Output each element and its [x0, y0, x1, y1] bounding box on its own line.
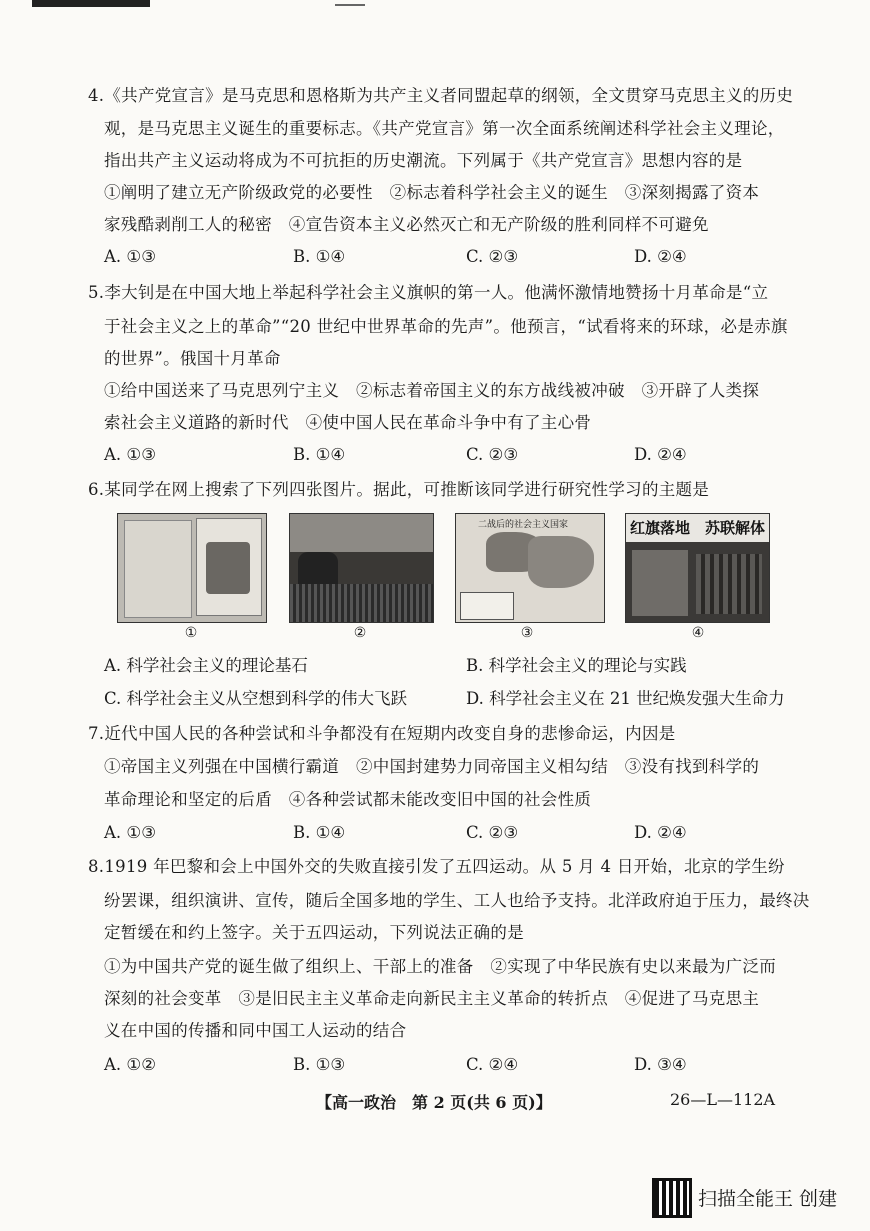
option-b: B. ①④ [293, 445, 346, 464]
photo-label-3: ③ [520, 625, 534, 641]
photo-label-4: ④ [691, 625, 705, 641]
scanner-watermark: 扫描全能王 创建 [698, 1188, 838, 1210]
photo-label-1: ① [184, 625, 198, 641]
option-b: B. 科学社会主义的理论与实践 [466, 656, 687, 675]
option-a: A. ①③ [104, 247, 156, 266]
question-text-line: ①帝国主义列强在中国横行霸道 ②中国封建势力同帝国主义相勾结 ③没有找到科学的 [104, 757, 760, 776]
option-c: C. ②④ [466, 1055, 519, 1074]
photo-caption-banner: 红旗落地 苏联解体 [626, 514, 769, 542]
question-text-line: 于社会主义之上的革命”“20 世纪中世界革命的先声”。他预言，“试看将来的环球，必是赤旗 [104, 317, 788, 336]
option-c: C. 科学社会主义从空想到科学的伟大飞跃 [104, 689, 408, 708]
option-a: A. ①③ [104, 445, 156, 464]
page-footer: 【高一政治 第 2 页(共 6 页)】 [316, 1093, 552, 1112]
question-text-line: 4.《共产党宣言》是马克思和恩格斯为共产主义者同盟起草的纲领，全文贯穿马克思主义的历史 [88, 86, 794, 105]
option-c: C. ②③ [466, 823, 519, 842]
option-b: B. ①④ [293, 247, 346, 266]
question-text-line: 索社会主义道路的新时代 ④使中国人民在革命斗争中有了主心骨 [104, 413, 592, 432]
photo-4-soviet-collapse [625, 513, 770, 623]
scan-edge-mark [335, 4, 365, 6]
photo-1-book-covers [117, 513, 267, 623]
question-text-line: 纷罢课，组织演讲、宣传，随后全国多地的学生、工人也给予支持。北洋政府迫于压力，最终决 [104, 891, 810, 910]
photo-2-crowd-rally [289, 513, 434, 623]
question-text-line: 6.某同学在网上搜索了下列四张图片。据此，可推断该同学进行研究性学习的主题是 [88, 480, 710, 499]
question-text-line: 深刻的社会变革 ③是旧民主主义革命走向新民主主义革命的转折点 ④促进了马克思主 [104, 989, 760, 1008]
map-title: 二战后的社会主义国家 [478, 520, 569, 530]
question-text-line: 指出共产主义运动将成为不可抗拒的历史潮流。下列属于《共产党宣言》思想内容的是 [104, 151, 743, 170]
option-a: A. 科学社会主义的理论基石 [104, 656, 308, 675]
option-a: A. ①② [104, 1055, 156, 1074]
question-text-line: ①给中国送来了马克思列宁主义 ②标志着帝国主义的东方战线被冲破 ③开辟了人类探 [104, 381, 760, 400]
option-d: D. ③④ [634, 1055, 687, 1074]
question-text-line: 定暂缓在和约上签字。关于五四运动，下列说法正确的是 [104, 923, 524, 942]
scan-edge-mark [32, 0, 150, 7]
question-text-line: 5.李大钊是在中国大地上举起科学社会主义旗帜的第一人。他满怀激情地赞扬十月革命是“立 [88, 283, 769, 302]
option-c: C. ②③ [466, 247, 519, 266]
question-text-line: 8.1919 年巴黎和会上中国外交的失败直接引发了五四运动。从 5 月 4 日开始，北京的学生纷 [88, 857, 785, 876]
option-b: B. ①④ [293, 823, 346, 842]
question-text-line: 家残酷剥削工人的秘密 ④宣告资本主义必然灭亡和无产阶级的胜利同样不可避免 [104, 215, 709, 234]
photo-3-world-map [455, 513, 605, 623]
qr-code-icon [652, 1178, 692, 1218]
option-d: D. ②④ [634, 247, 687, 266]
question-text-line: 的世界”。俄国十月革命 [104, 349, 281, 368]
question-text-line: ①为中国共产党的诞生做了组织上、干部上的准备 ②实现了中华民族有史以来最为广泛而 [104, 957, 776, 976]
option-d: D. ②④ [634, 445, 687, 464]
photo-label-2: ② [353, 625, 367, 641]
option-c: C. ②③ [466, 445, 519, 464]
exam-code: 26—L—112A [670, 1090, 776, 1109]
question-text-line: ①阐明了建立无产阶级政党的必要性 ②标志着科学社会主义的诞生 ③深刻揭露了资本 [104, 183, 760, 202]
option-d: D. 科学社会主义在 21 世纪焕发强大生命力 [466, 689, 785, 708]
question-text-line: 义在中国的传播和同中国工人运动的结合 [104, 1021, 407, 1040]
question-text-line: 革命理论和坚定的后盾 ④各种尝试都未能改变旧中国的社会性质 [104, 790, 592, 809]
option-b: B. ①③ [293, 1055, 346, 1074]
question-text-line: 7.近代中国人民的各种尝试和斗争都没有在短期内改变自身的悲惨命运，内因是 [88, 724, 676, 743]
option-d: D. ②④ [634, 823, 687, 842]
option-a: A. ①③ [104, 823, 156, 842]
question-text-line: 观，是马克思主义诞生的重要标志。《共产党宣言》第一次全面系统阐述科学社会主义理论， [104, 119, 785, 138]
